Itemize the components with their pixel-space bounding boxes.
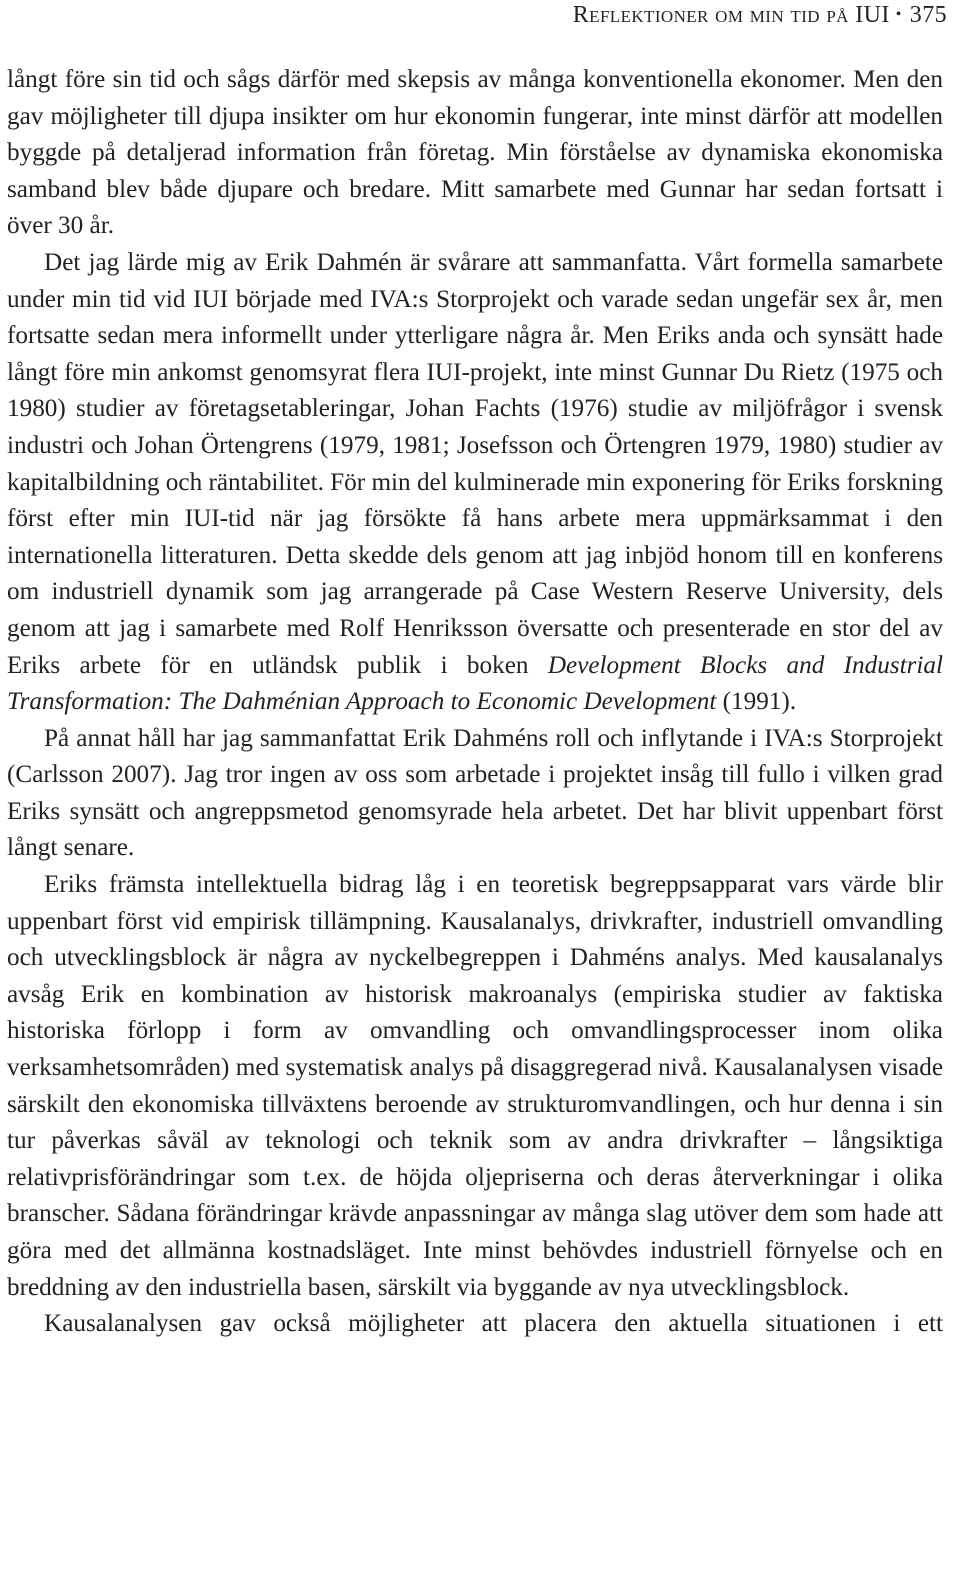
paragraph-3: På annat håll har jag sammanfattat Erik Dahméns roll och inflytande i IVA:s Storprojekt (Carlsson 2007). Jag tror ingen av oss som arbetade i projektet insåg till fullo i vilken grad Eriks synsätt och angreppsmetod genomsyrade hela arbetet. Det har blivit uppenbart först långt senare. xyxy=(7,724,943,862)
body-text xyxy=(7,62,943,1343)
paragraph-4: Eriks främsta intellektuella bidrag låg i en teoretisk begreppsapparat vars värde blir uppenbart först vid empirisk tillämpning. Kausalanalys, drivkrafter, industriell omvandling och utvecklingsblock är några av nyckelbegreppen i Dahméns analys. Med kausalanalys avsåg Erik en kombination av historisk makroanalys (empiriska studier av faktiska historiska förlopp i form av omvandling och omvandlingsprocesser inom olika verksamhetsområden) med systematisk analys på disaggregerad nivå. Kausalanalysen visade särskilt den ekonomiska tillväxtens beroende av strukturomvandlingen, och hur denna i sin tur påverkas såväl av teknologi och teknik som av andra drivkrafter – långsiktiga relativprisförändringar som t.ex. de höjda oljepriserna och deras återverkningar i olika branscher. Sådana förändringar krävde anpassningar av många slag utöver dem som hade att göra med det allmänna kostnadsläget. Inte minst behövdes industriell förnyelse och en breddning av den industriella basen, särskilt via byggande av nya utvecklingsblock. xyxy=(7,871,943,1301)
paragraph-1: långt före sin tid och sågs därför med skepsis av många konventionella ekonomer. Men den gav möjligheter till djupa insikter om hur ekonomin fungerar, inte minst därför att modellen byggde på detaljerad information från företag. Min förståelse av dynamiska ekonomiska samband blev både djupare och bredare. Mitt samarbete med Gunnar har sedan fortsatt i över 30 år. xyxy=(7,66,943,240)
bullet-separator: • xyxy=(895,6,902,23)
running-header xyxy=(573,2,947,28)
paragraph-2-text: Det jag lärde mig av Erik Dahmén är svårare att sammanfatta. Vårt formella samarbete under min tid vid IUI började med IVA:s Storprojekt och varade sedan ungefär sex år, men fortsatte sedan mera informellt under ytterligare några år. Men Eriks anda och synsätt hade långt före min ankomst genomsyrat flera IUI-projekt, inte minst Gunnar Du Rietz (1975 och 1980) studier av företagsetableringar, Johan Fachts (1976) studie av miljöfrågor i svensk industri och Johan Örtengrens (1979, 1981; Josefsson och Örtengren 1979, 1980) studier av kapitalbildning och räntabilitet. För min del kulminerade min exponering för Eriks forskning först efter min IUI-tid när jag försökte få hans arbete mera uppmärksammat i den internationella litteraturen. Detta skedde dels genom att jag inbjöd honom till en konferens om industriell dynamik som jag arrangerade på Case Western Reserve University, dels genom att jag i samarbete med Rolf Henriksson översatte och presenterade en stor del av Eriks arbete för en utländsk publik i boken xyxy=(7,248,943,679)
paragraph-2-citation-year: (1991). xyxy=(716,688,797,716)
running-title: Reflektioner om min tid på IUI xyxy=(572,2,890,28)
paragraph-5: Kausalanalysen gav också möjligheter att placera den aktuella situationen i ett xyxy=(44,1310,943,1338)
paragraph-2 xyxy=(7,245,943,721)
book-title: Development Blocks and Industrial Transformation: The Dahménian Approach to Economic Development xyxy=(7,651,944,716)
page-number: 375 xyxy=(909,2,947,28)
